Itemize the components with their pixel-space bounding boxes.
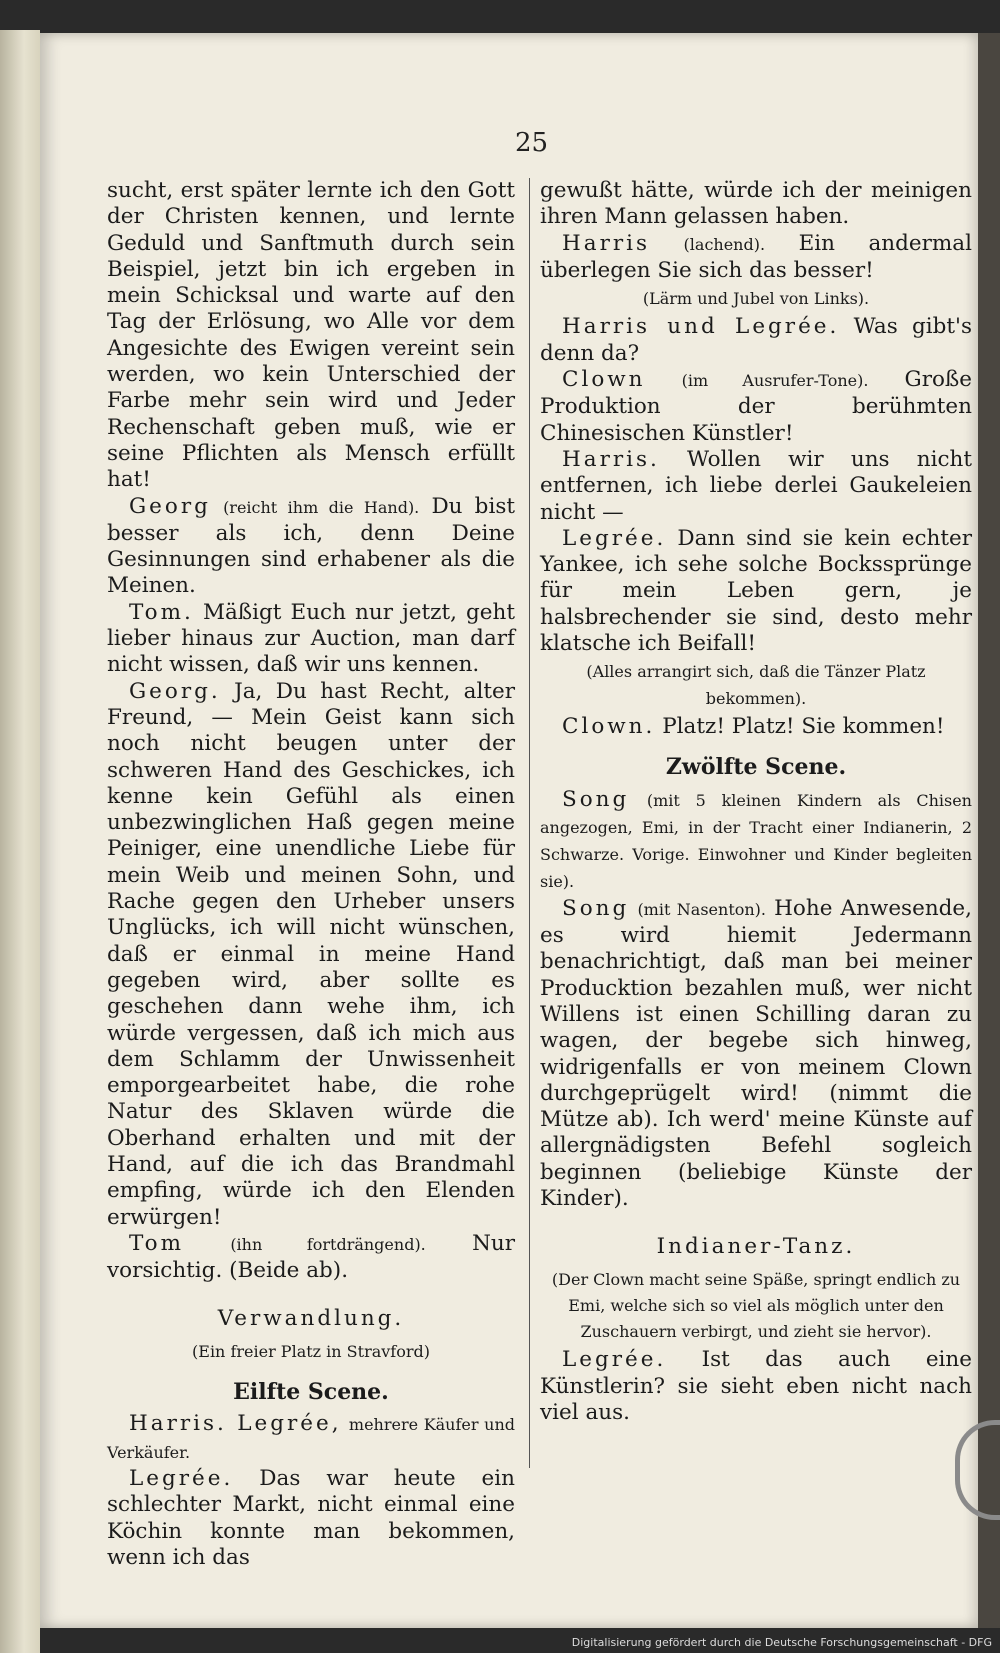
speech-text: Große Produktion der berühmten Chinesischen Künstler! xyxy=(540,367,972,446)
speech-paragraph xyxy=(107,679,515,1231)
scene-heading: Eilfte Scene. xyxy=(233,1379,389,1406)
speaker-name: Tom. xyxy=(129,599,194,625)
stage-direction: (Ein freier Platz in Stravford) xyxy=(192,1341,430,1361)
speech-paragraph xyxy=(540,314,972,367)
stage-direction: (ihn fortdrängend). xyxy=(230,1234,426,1254)
speaker-name: Harris xyxy=(562,230,651,256)
speech-text: Platz! Platz! Sie kommen! xyxy=(662,713,945,739)
speech-paragraph xyxy=(107,1231,515,1285)
speech-paragraph xyxy=(540,367,972,447)
speaker-name: Legrée. xyxy=(562,1347,667,1373)
speech-text: Mäßigt Euch nur jetzt, geht lieber hinaus zur Auction, man darf nicht wissen, daß wir uns kennen. xyxy=(107,599,515,678)
page-number: 25 xyxy=(515,128,549,158)
speech-paragraph xyxy=(107,494,515,600)
speaker-name: Harris. Legrée, xyxy=(129,1411,342,1437)
paragraph: sucht, erst später lernte ich den Gott der Christen kennen, und lernte Geduld und Sanftmuth durch sein Beispiel, jetzt bin ich ergeben in mein Schicksal und warte auf den Tag der Erlösung, wo Alle vor dem Angesichte des Ewigen vereint sein werden, wo kein Unterschied der Farbe mehr sein wird und Jeder Rechenschaft geben muß, wie er seine Pflichten als Mensch erfüllt hat! xyxy=(107,178,515,493)
page-edge-shadow xyxy=(978,33,1000,1628)
left-column xyxy=(107,178,515,1571)
speech-text: Dann sind sie kein echter Yankee, ich sehe solche Bockssprünge für mein Leben gern, je halsbrechender sie sind, desto mehr klatsche ich Beifall! xyxy=(540,525,972,657)
speaker-name: Song xyxy=(562,786,630,812)
speech-text: Ja, Du hast Recht, alter Freund, — Mein Geist kann sich noch nicht beugen unter der schweren Hand des Geschickes, ich kenne kein Gefühl als einen unbezwinglichen Haß gegen meine Peiniger, eine unendliche Liebe für mein Weib und meinen Sohn, und Rache gegen den Urheber unsers Unglücks, ich will nicht wünschen, daß er einmal in meine Hand gegeben wird, aber sollte es geschehen dann wehe ihm, ich würde vergessen, daß ich mich aus dem Schlamm der Unwissenheit emporgearbeitet habe, die rohe Natur des Sklaven würde die Oberhand erhalten und mit der Hand, auf die ich das Brandmahl empfing, würde ich den Elenden erwürgen! xyxy=(107,678,516,1230)
speech-paragraph xyxy=(540,896,972,1213)
speech-text: Nur vorsichtig. (Beide ab). xyxy=(107,1230,516,1284)
digitization-footer: Digitalisierung gefördert durch die Deutsche Forschungsgemeinschaft - DFG xyxy=(571,1636,992,1649)
speaker-name: Legrée. xyxy=(562,525,667,551)
stage-direction: (Der Clown macht seine Späße, springt endlich zu Emi, welche sich so viel als möglich unter den Zuschauern verbirgt, und zieht sie hervor). xyxy=(551,1269,961,1342)
scene-heading: Zwölfte Scene. xyxy=(665,754,847,781)
speech-text: Was gibt's denn da? xyxy=(540,314,972,366)
stage-direction: mehrere Käufer und Verkäufer. xyxy=(107,1415,515,1462)
speech-text: Hohe Anwesende, es wird hiemit Jedermann benachrichtigt, daß man bei meiner Producktion bezahlen muß, wer nicht Willens ist einen Schilling daran zu wagen, der begebe sich hinweg, widrigenfalls er von meinem Clown durchgeprügelt wird! (nimmt die Mütze ab). Ich werd' meine Künste auf allergnädigsten Befehl sogleich beginnen (beliebige Künste der Kinder). xyxy=(540,895,972,1211)
speaker-name: Georg. xyxy=(129,678,221,704)
paragraph: gewußt hätte, würde ich der meinigen ihren Mann gelassen haben. xyxy=(540,178,972,230)
stage-direction: (lachend). xyxy=(683,234,766,254)
right-column xyxy=(540,178,972,1426)
speech-text: Du bist besser als ich, denn Deine Gesinnungen sind erhabener als die Meinen. xyxy=(107,493,515,599)
speaker-name: Tom xyxy=(129,1230,185,1256)
speaker-name: Clown. xyxy=(562,713,656,739)
speaker-name: Clown xyxy=(562,367,646,393)
stage-direction: (Lärm und Jubel von Links). xyxy=(642,289,870,309)
speaker-name: Harris. xyxy=(562,446,660,472)
speech-text: Wollen wir uns nicht entfernen, ich liebe derlei Gaukeleien nicht — xyxy=(540,446,972,525)
speech-paragraph xyxy=(540,714,972,740)
speech-text: Ein andermal überlegen Sie sich das besser! xyxy=(540,230,972,283)
speech-paragraph xyxy=(107,1466,515,1571)
section-title: Verwandlung. xyxy=(217,1306,405,1332)
speech-paragraph xyxy=(107,1411,515,1466)
section-title: Indianer-Tanz. xyxy=(656,1234,856,1260)
speaker-name: Georg xyxy=(129,493,211,519)
speech-paragraph xyxy=(540,787,972,896)
speech-paragraph xyxy=(540,1347,972,1426)
speech-text: Ist das auch eine Künstlerin? sie sieht eben nicht nach viel aus. xyxy=(540,1347,972,1426)
stage-direction: (mit Nasenton). xyxy=(637,899,767,919)
speech-text: Das war heute ein schlechter Markt, nicht einmal eine Köchin konnte man bekommen, wenn ich das xyxy=(107,1465,515,1570)
column-divider xyxy=(529,178,530,1468)
stage-direction: (mit 5 kleinen Kindern als Chisen angezogen, Emi, in der Tracht einer Indianerin, 2 Schwarze. Vorige. Einwohner und Kinder begleiten sie). xyxy=(540,790,972,892)
speech-paragraph xyxy=(540,231,972,285)
speaker-name: Harris und Legrée. xyxy=(562,314,840,340)
speech-paragraph xyxy=(540,447,972,526)
speech-paragraph xyxy=(540,526,972,657)
stage-direction: (reicht ihm die Hand). xyxy=(223,497,420,517)
stage-direction: (Alles arrangirt sich, daß die Tänzer Platz bekommen). xyxy=(586,662,926,708)
facing-page-edge xyxy=(0,30,40,1653)
speaker-name: Song xyxy=(562,895,630,921)
speaker-name: Legrée. xyxy=(129,1465,234,1491)
speech-paragraph xyxy=(107,600,515,679)
stage-direction: (im Ausrufer-Tone). xyxy=(681,371,869,391)
